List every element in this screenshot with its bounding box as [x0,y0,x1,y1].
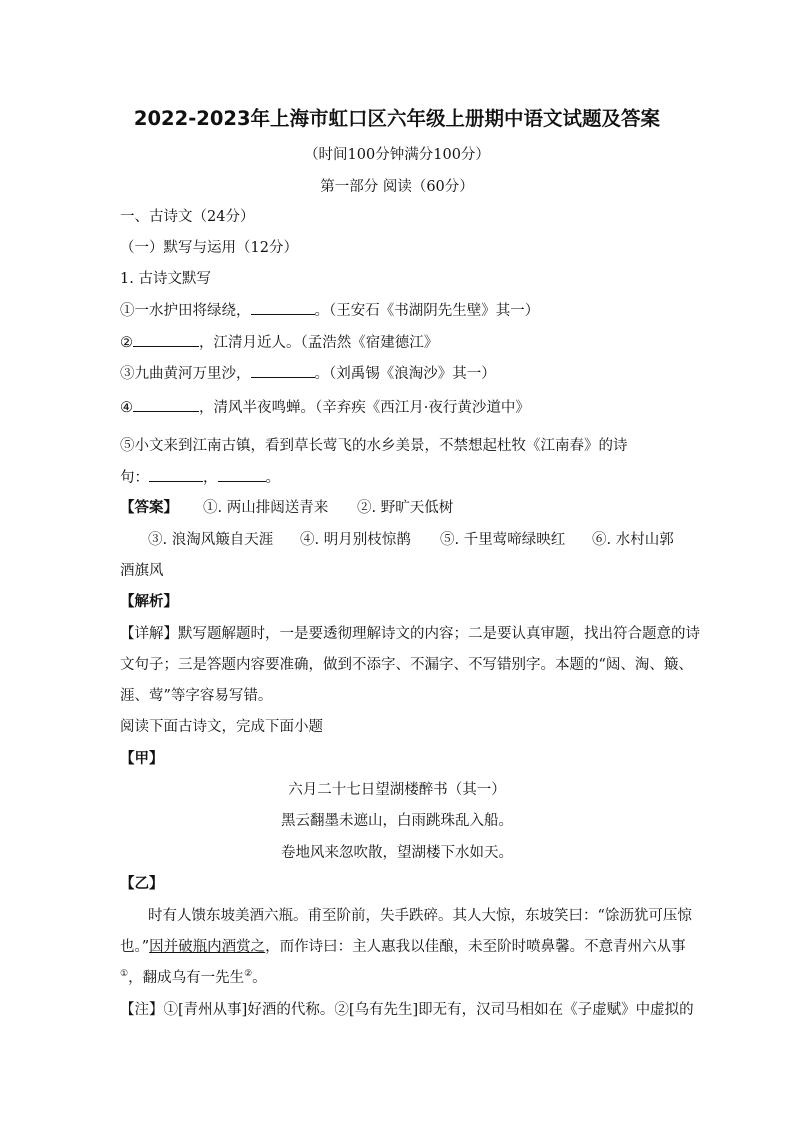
prose-period: 。 [252,970,267,986]
dictation-line-5b [120,467,280,488]
detail-line-1: 【详解】默写题解题时，一是要透彻理解诗文的内容；二是要认真审题，找出符合题意的诗 [120,626,700,642]
answer-item-6: ⑥. 水村山郭 [592,532,674,548]
answer-item-1: ①. 两山排闼送青来 [203,500,329,516]
dictation-line-5a: ⑤小文来到江南古镇，看到草长莺飞的水乡美景，不禁想起杜牧《江南春》的诗 [120,438,628,454]
dictation-line-3 [120,363,496,384]
answer-item-2: ②. 野旷天低树 [357,500,454,516]
exam-subtitle: （时间100分钟满分100分） [304,147,490,163]
dictation-line-1 [120,300,539,321]
answer-blank [133,397,199,412]
footnote-marker-1: ① [120,969,129,980]
answer-item-4: ④. 明月别枝惊鹊 [300,532,411,548]
dictation-source: ，江清月近人。（孟浩然《宿建德江》 [199,335,439,351]
answer-label: 【答案】 [120,500,178,516]
detail-line-2: 文句子；三是答题内容要准确，做到不添字、不漏字、不写错别字。本题的“闼、淘、簸、 [120,657,693,673]
answer-blank [218,467,266,482]
note-line: 【注】①[青州从事]好酒的代称。②[乌有先生]即无有，汉司马相如在《子虚赋》中虚拟的 [120,1002,694,1018]
footnote-marker-2: ② [244,969,253,980]
underlined-sentence: 因并破瓶内酒赏之 [149,939,266,955]
prose-line-2 [120,937,686,957]
prose-text: 也。” [120,939,150,955]
dictation-period: 。 [265,470,280,486]
document-title: 2022-2023年上海市虹口区六年级上册期中语文试题及答案 [133,107,661,130]
answer-blank [251,363,315,378]
section-heading: 一、古诗文（24分） [120,209,255,225]
dictation-source: 。（刘禹锡《浪淘沙》其一） [314,366,496,382]
dictation-source: 。（王安石《书湖阴先生壁》其一） [314,303,540,319]
prose-line-1: 时有人馈东坡美酒六瓶。甫至阶前，失手跌碎。其人大惊，东坡笑曰：“馀沥犹可压惊 [148,908,692,924]
detail-line-3: 涯、莺”等字容易写错。 [120,688,273,704]
jia-label: 【甲】 [120,751,164,767]
dictation-text: ③九曲黄河万里沙， [120,366,251,382]
dictation-line-4 [120,397,530,418]
prose-text: ，而作诗曰：主人惠我以佳酿，未至阶时喷鼻馨。不意青州六从事 [265,939,686,955]
answer-blank [133,332,199,347]
answer-tail: 酒旗风 [120,563,164,579]
answer-blank [149,467,203,482]
dictation-line-2 [120,332,438,353]
analysis-label: 【解析】 [120,594,178,610]
dictation-text: ② [120,335,133,351]
answer-item-5: ⑤. 千里莺啼绿映红 [440,532,566,548]
dictation-source: ，清风半夜鸣蝉。（辛弃疾《西江月·夜行黄沙道中》 [199,400,530,416]
dictation-text: ④ [120,400,133,416]
question-1: 1. 古诗文默写 [120,271,211,287]
dictation-comma: ， [203,470,218,486]
part-heading: 第一部分 阅读（60分） [320,179,474,195]
subsection-heading: （一）默写与运用（12分） [120,240,298,256]
yi-label: 【乙】 [120,876,164,892]
poem-title: 六月二十七日望湖楼醉书（其一） [288,782,506,798]
reading-instruction: 阅读下面古诗文，完成下面小题 [120,719,323,735]
prose-line-3 [120,968,267,988]
poem-line-1: 黑云翻墨未遮山，白雨跳珠乱入船。 [281,813,513,829]
prose-text: ，翻成乌有一先生 [128,970,245,986]
dictation-text: ①一水护田将绿绕， [120,303,251,319]
answer-blank [251,300,315,315]
poem-line-2: 卷地风来忽吹散，望湖楼下水如天。 [281,845,513,861]
answer-item-3: ③. 浪淘风簸自天涯 [148,532,274,548]
dictation-text: 句： [120,470,149,486]
